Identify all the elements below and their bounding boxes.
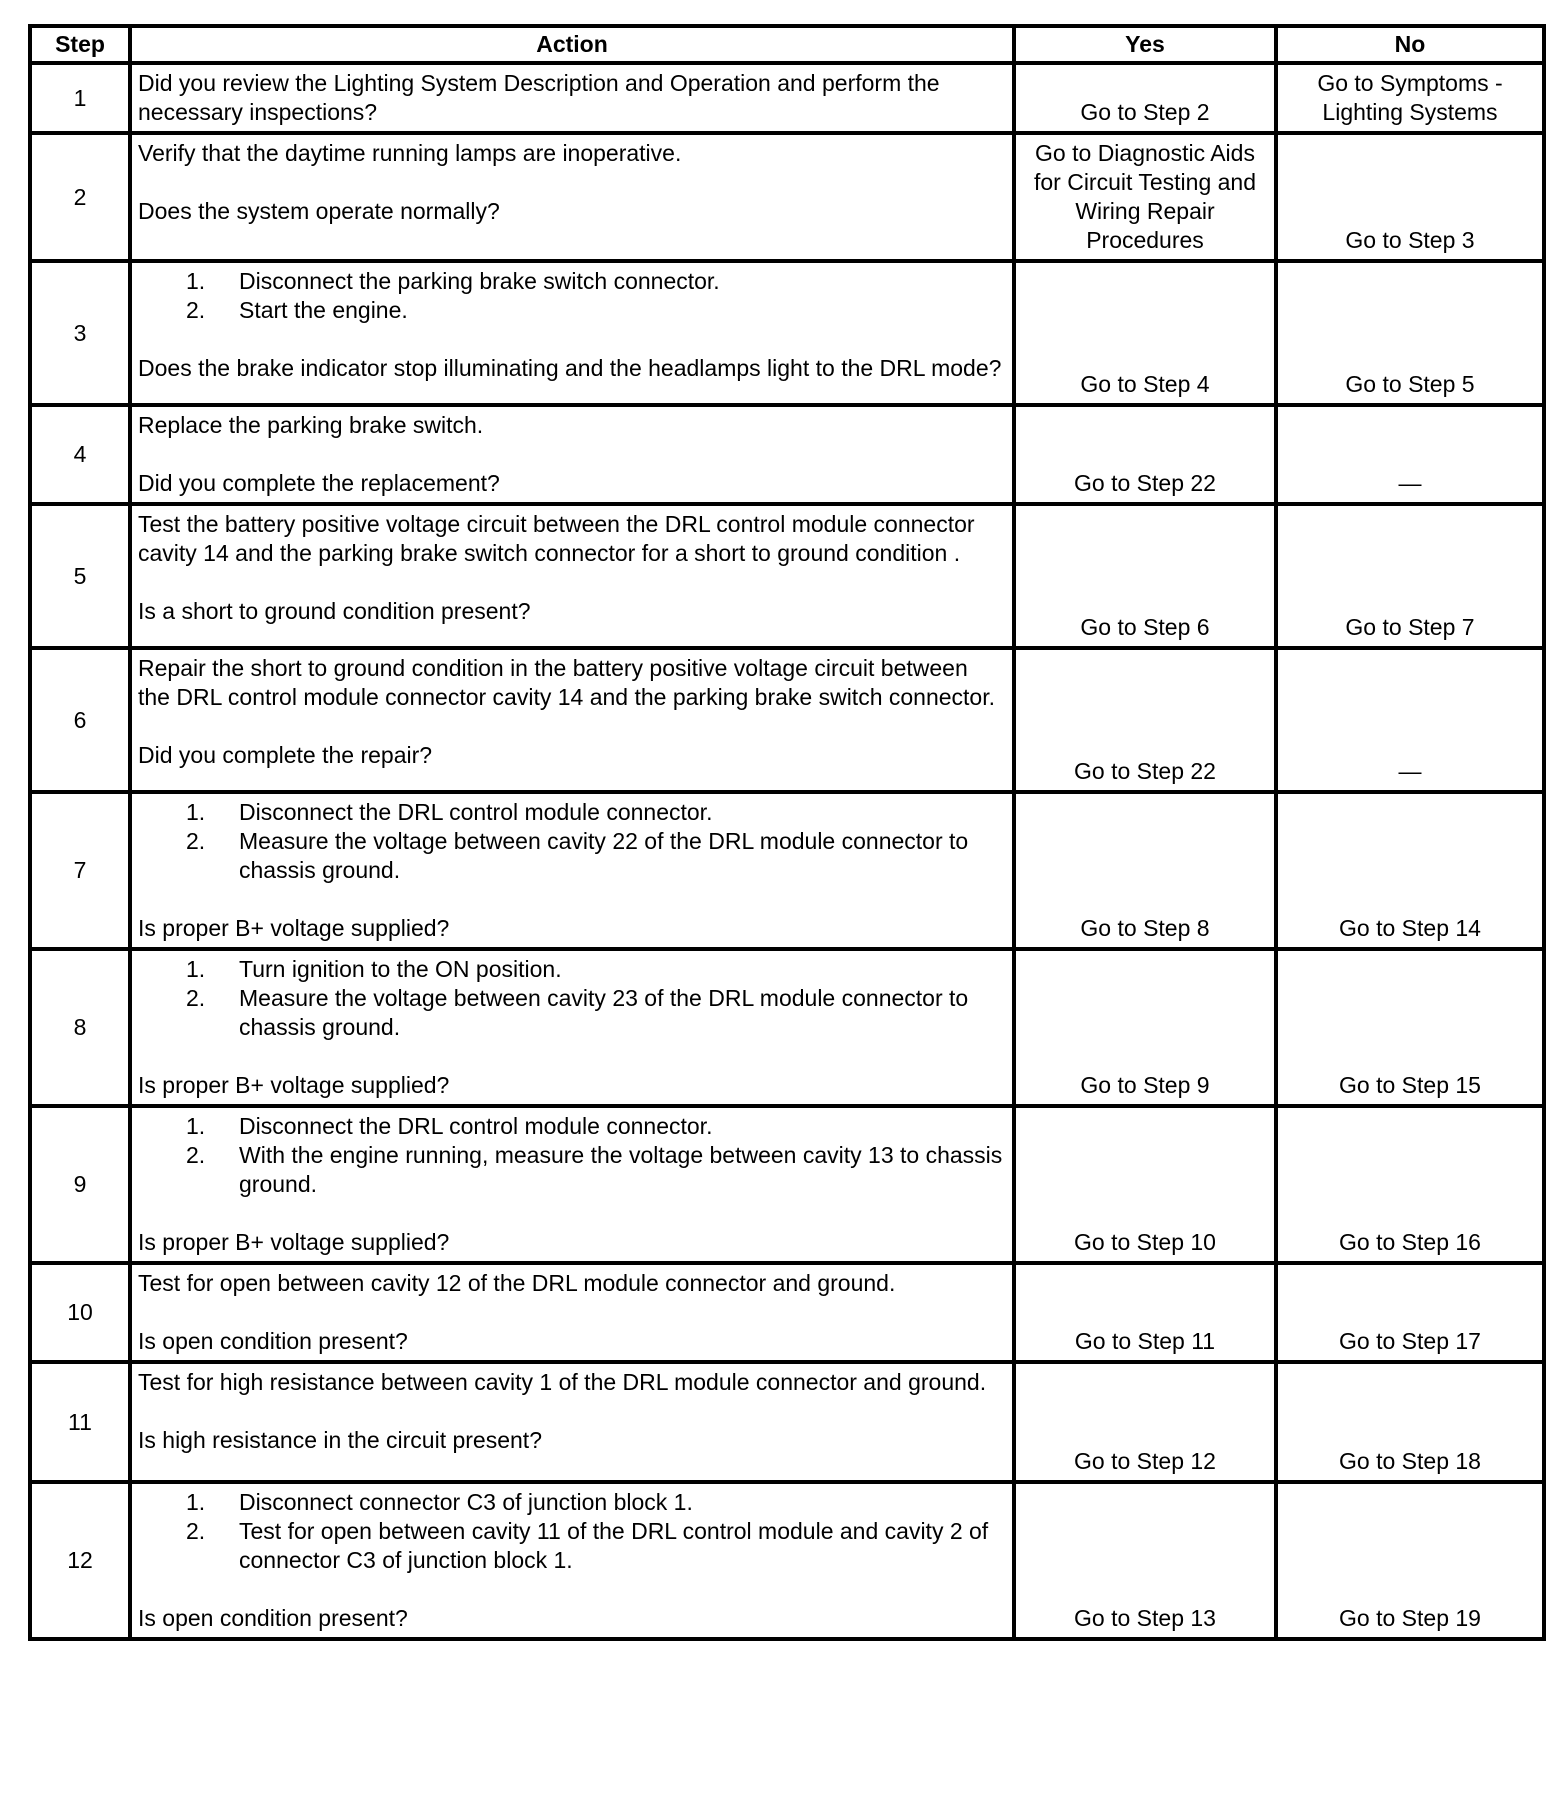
- step-number: 12: [30, 1482, 130, 1639]
- step-number: 6: [30, 648, 130, 792]
- action-question: Is a short to ground condition present?: [138, 598, 531, 624]
- list-item-text: Disconnect the DRL control module connector.: [239, 799, 713, 825]
- no-result: Go to Step 16: [1276, 1106, 1544, 1263]
- action-question: Does the brake indicator stop illuminating and the headlamps light to the DRL mode?: [138, 355, 1002, 381]
- no-result: —: [1276, 648, 1544, 792]
- list-item-number: 1.: [186, 799, 206, 825]
- table-row: [30, 1362, 1544, 1482]
- action-cell: [130, 949, 1014, 1106]
- step-number: 3: [30, 261, 130, 405]
- action-text: Replace the parking brake switch.: [138, 412, 484, 438]
- action-list-item: [138, 798, 1006, 827]
- action-text: Repair the short to ground condition in the battery positive voltage circuit between the DRL control module connector cavity 14 and the parking brake switch connector.: [138, 655, 996, 710]
- list-item-number: 2.: [186, 297, 206, 323]
- yes-result: Go to Step 11: [1014, 1263, 1276, 1362]
- list-item-number: 2.: [186, 1142, 206, 1168]
- action-list: [138, 798, 1006, 885]
- no-result: Go to Step 18: [1276, 1362, 1544, 1482]
- list-item-number: 1.: [186, 268, 206, 294]
- spacer: [138, 1042, 1006, 1071]
- action-question: Is proper B+ voltage supplied?: [138, 1229, 450, 1255]
- list-item-text: Measure the voltage between cavity 22 of the DRL module connector to chassis ground.: [239, 828, 969, 883]
- action-list: [138, 955, 1006, 1042]
- action-cell: [130, 504, 1014, 648]
- list-item-text: Start the engine.: [239, 297, 408, 323]
- action-list-item: [138, 267, 1006, 296]
- action-list-item: [138, 955, 1006, 984]
- list-item-number: 1.: [186, 956, 206, 982]
- list-item-number: 1.: [186, 1113, 206, 1139]
- table-row: [30, 949, 1544, 1106]
- spacer: [138, 712, 1006, 741]
- list-item-number: 2.: [186, 828, 206, 854]
- action-text: Test the battery positive voltage circuit between the DRL control module connector cavity 14 and the parking brake switch connector for a short to ground condition .: [138, 511, 975, 566]
- action-list-item: [138, 984, 1006, 1042]
- step-number: 5: [30, 504, 130, 648]
- action-list-item: [138, 1488, 1006, 1517]
- yes-result: Go to Step 22: [1014, 405, 1276, 504]
- action-cell: [130, 405, 1014, 504]
- header-step: Step: [30, 26, 130, 63]
- no-result: Go to Step 15: [1276, 949, 1544, 1106]
- table-row: [30, 792, 1544, 949]
- action-cell: [130, 1482, 1014, 1639]
- action-question: Does the system operate normally?: [138, 198, 500, 224]
- header-no: No: [1276, 26, 1544, 63]
- spacer: [138, 168, 1006, 197]
- action-text: Verify that the daytime running lamps are inoperative.: [138, 140, 682, 166]
- list-item-text: Turn ignition to the ON position.: [239, 956, 562, 982]
- action-cell: [130, 1362, 1014, 1482]
- table-row: [30, 1482, 1544, 1639]
- list-item-text: With the engine running, measure the voltage between cavity 13 to chassis ground.: [239, 1142, 1003, 1197]
- header-action: Action: [130, 26, 1014, 63]
- no-result: Go to Symptoms - Lighting Systems: [1276, 63, 1544, 133]
- yes-result: Go to Step 9: [1014, 949, 1276, 1106]
- action-text: Test for open between cavity 12 of the DRL module connector and ground.: [138, 1270, 896, 1296]
- yes-result: Go to Step 22: [1014, 648, 1276, 792]
- action-list-item: [138, 296, 1006, 325]
- yes-result: Go to Step 2: [1014, 63, 1276, 133]
- no-result: Go to Step 14: [1276, 792, 1544, 949]
- table-row: [30, 405, 1544, 504]
- no-result: —: [1276, 405, 1544, 504]
- table-row: [30, 133, 1544, 261]
- step-number: 2: [30, 133, 130, 261]
- table-row: [30, 1106, 1544, 1263]
- action-cell: [130, 1106, 1014, 1263]
- spacer: [138, 1397, 1006, 1426]
- action-list-item: [138, 1112, 1006, 1141]
- step-number: 10: [30, 1263, 130, 1362]
- action-text: Did you review the Lighting System Description and Operation and perform the necessary inspections?: [138, 70, 940, 125]
- list-item-text: Disconnect the DRL control module connector.: [239, 1113, 713, 1139]
- action-text: Test for high resistance between cavity 1 of the DRL module connector and ground.: [138, 1369, 987, 1395]
- action-list-item: [138, 1517, 1006, 1575]
- action-question: Is open condition present?: [138, 1328, 408, 1354]
- action-list: [138, 1488, 1006, 1575]
- action-list: [138, 267, 1006, 325]
- spacer: [138, 885, 1006, 914]
- no-result: Go to Step 7: [1276, 504, 1544, 648]
- step-number: 9: [30, 1106, 130, 1263]
- list-item-text: Test for open between cavity 11 of the DRL control module and cavity 2 of connector C3 of junction block 1.: [239, 1518, 989, 1573]
- no-result: Go to Step 5: [1276, 261, 1544, 405]
- action-question: Is proper B+ voltage supplied?: [138, 915, 450, 941]
- action-question: Is high resistance in the circuit present?: [138, 1427, 542, 1453]
- list-item-text: Disconnect the parking brake switch connector.: [239, 268, 720, 294]
- spacer: [138, 1575, 1006, 1604]
- list-item-number: 2.: [186, 985, 206, 1011]
- action-list-item: [138, 1141, 1006, 1199]
- step-number: 1: [30, 63, 130, 133]
- header-yes: Yes: [1014, 26, 1276, 63]
- table-row: [30, 648, 1544, 792]
- table-row: [30, 63, 1544, 133]
- table-row: [30, 504, 1544, 648]
- action-question: Is open condition present?: [138, 1605, 408, 1631]
- step-number: 11: [30, 1362, 130, 1482]
- action-cell: [130, 133, 1014, 261]
- action-cell: [130, 261, 1014, 405]
- list-item-text: Disconnect connector C3 of junction block 1.: [239, 1489, 693, 1515]
- spacer: [138, 440, 1006, 469]
- table-row: [30, 261, 1544, 405]
- action-question: Did you complete the repair?: [138, 742, 433, 768]
- spacer: [138, 568, 1006, 597]
- action-cell: [130, 1263, 1014, 1362]
- yes-result: Go to Step 8: [1014, 792, 1276, 949]
- spacer: [138, 1298, 1006, 1327]
- action-cell: [130, 648, 1014, 792]
- action-list-item: [138, 827, 1006, 885]
- yes-result: Go to Step 10: [1014, 1106, 1276, 1263]
- action-cell: [130, 792, 1014, 949]
- action-list: [138, 1112, 1006, 1199]
- yes-result: Go to Step 6: [1014, 504, 1276, 648]
- yes-result: Go to Step 13: [1014, 1482, 1276, 1639]
- no-result: Go to Step 17: [1276, 1263, 1544, 1362]
- list-item-number: 2.: [186, 1518, 206, 1544]
- no-result: Go to Step 19: [1276, 1482, 1544, 1639]
- step-number: 7: [30, 792, 130, 949]
- yes-result: Go to Step 4: [1014, 261, 1276, 405]
- table-row: [30, 1263, 1544, 1362]
- diagnostic-table: [28, 24, 1546, 1641]
- action-question: Did you complete the replacement?: [138, 470, 500, 496]
- step-number: 8: [30, 949, 130, 1106]
- header-row: [30, 26, 1544, 63]
- list-item-text: Measure the voltage between cavity 23 of the DRL module connector to chassis ground.: [239, 985, 969, 1040]
- action-cell: [130, 63, 1014, 133]
- action-question: Is proper B+ voltage supplied?: [138, 1072, 450, 1098]
- spacer: [138, 325, 1006, 354]
- spacer: [138, 1199, 1006, 1228]
- no-result: Go to Step 3: [1276, 133, 1544, 261]
- step-number: 4: [30, 405, 130, 504]
- list-item-number: 1.: [186, 1489, 206, 1515]
- yes-result: Go to Diagnostic Aids for Circuit Testing and Wiring Repair Procedures: [1014, 133, 1276, 261]
- yes-result: Go to Step 12: [1014, 1362, 1276, 1482]
